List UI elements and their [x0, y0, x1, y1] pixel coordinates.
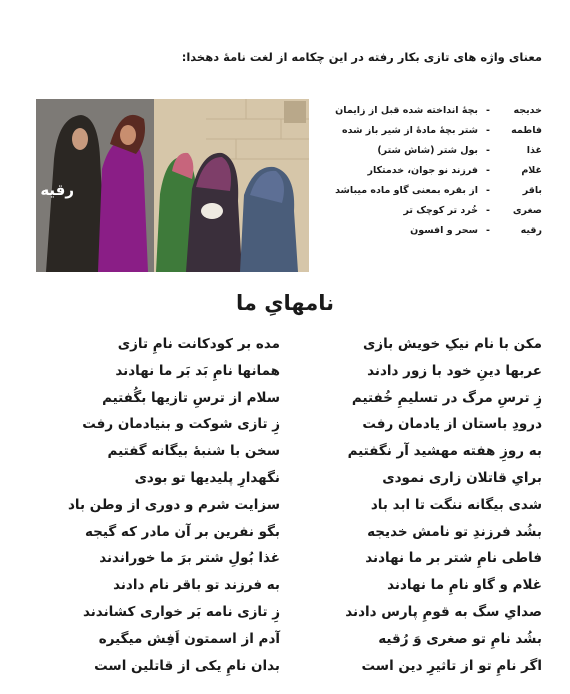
glossary-definition: بول شتر (شاش شتر)	[377, 145, 478, 156]
couplet-first-hemistich: به روزِ هفته مهشید آر نگفتیم	[347, 443, 542, 460]
glossary-definition: فرزند نو جوان، خدمتکار	[367, 165, 478, 176]
poem-couplet	[0, 411, 570, 438]
poem-couplet	[0, 358, 570, 385]
couplet-second-hemistich: زِ تازی شوکت و بنیادمان رفت	[82, 416, 280, 433]
glossary-definition: از بقره بمعنی گاو ماده میباشد	[335, 185, 478, 196]
glossary-term: صغری	[512, 205, 542, 216]
glossary-term: خدیجه	[513, 105, 542, 116]
glossary-row	[330, 161, 542, 181]
couplet-second-hemistich: نگهدارِ پلیدیها تو بودی	[134, 469, 280, 486]
couplet-first-hemistich: صدایِ سگ به قومِ پارس دادند	[345, 603, 542, 620]
couplet-second-hemistich: سخن با شنبهٔ بیگانه گفتیم	[107, 443, 280, 460]
glossary-row	[330, 221, 542, 241]
couplet-first-hemistich: اگر نامِ تو از تاثیرِ دین است	[361, 657, 542, 674]
glossary-definition: بچهٔ انداخته شده قبل از زایمان	[335, 105, 478, 116]
glossary-row	[330, 101, 542, 121]
poem-couplet	[0, 465, 570, 492]
poem-couplet	[0, 438, 570, 465]
poem-title: نامهایِ ما	[236, 291, 334, 315]
glossary-row	[330, 121, 542, 141]
tissue	[201, 203, 223, 219]
couplet-first-hemistich: غلام و گاو نامِ ما نهادند	[387, 577, 542, 594]
couplet-first-hemistich: بشُد نامِ تو صغری وَ رُقیه	[378, 630, 542, 647]
photo-caption: رقیه	[40, 181, 74, 199]
poem-couplet	[0, 492, 570, 519]
glossary-definition: خُرد تر کوچک تر	[403, 205, 478, 216]
couplet-second-hemistich: همانها نامِ بَد بَر ما نهادند	[115, 362, 280, 379]
poem-body	[0, 331, 570, 679]
glossary-list	[330, 101, 542, 241]
poem-couplet	[0, 519, 570, 546]
intro-heading: معنای واژه های تازی بکار رفته در این چکامه از لغت نامهٔ دهخدا:	[181, 50, 542, 64]
glossary-row	[330, 201, 542, 221]
poem-couplet	[0, 599, 570, 626]
glossary-dash: -	[486, 225, 490, 236]
glossary-term: رقیه	[520, 225, 542, 236]
couplet-second-hemistich: غذا بُولِ شتر برَ ما خوراندند	[99, 550, 280, 567]
couplet-second-hemistich: سلام از ترسِ تازیها بگُفتیم	[102, 389, 280, 406]
couplet-first-hemistich: زِ ترسِ مرگ در تسلیمِ خُفتیم	[351, 389, 542, 406]
wall-panel	[284, 101, 306, 123]
glossary-term: فاطمه	[511, 125, 542, 136]
couplet-first-hemistich: عربها دینِ خود با زور دادند	[367, 362, 542, 379]
poem-couplet	[0, 626, 570, 653]
glossary-dash: -	[486, 185, 490, 196]
glossary-term: غذا	[526, 145, 542, 156]
couplet-first-hemistich: درودِ باستان از یادمان رفت	[362, 416, 542, 433]
poem-couplet	[0, 545, 570, 572]
couplet-second-hemistich: مده بر کودکانت نامِ تازی	[117, 336, 280, 352]
couplet-first-hemistich: فاطی نامِ شتر بر ما نهادند	[365, 550, 542, 567]
glossary-term: باقر	[522, 185, 542, 196]
couplet-second-hemistich: بدان نامِ یکی از قاتلین است	[94, 657, 280, 674]
figure-face-2	[120, 125, 136, 145]
poem-couplet	[0, 331, 570, 358]
photo-canvas	[36, 99, 309, 272]
glossary-dash: -	[486, 165, 490, 176]
couplet-first-hemistich: بشُد فرزندِ تو نامش خدیجه	[367, 523, 542, 540]
glossary-term: غلام	[521, 165, 542, 176]
couplet-second-hemistich: سزایت شرم و دوری از وطن باد	[67, 496, 280, 513]
glossary-row	[330, 141, 542, 161]
couplet-second-hemistich: به فرزند تو باقر نام دادند	[113, 577, 280, 594]
glossary-dash: -	[486, 145, 490, 156]
glossary-dash: -	[486, 125, 490, 136]
glossary-row	[330, 181, 542, 201]
poem-couplet	[0, 572, 570, 599]
couplet-second-hemistich: بگو نفرین بر آن مادر که گیجه	[84, 523, 280, 540]
glossary-definition: سحر و افسون	[410, 225, 478, 236]
couplet-second-hemistich: زِ تازی نامه بَر خواری کشاندند	[82, 603, 280, 620]
glossary-definition: شتر بچهٔ مادهٔ از شیر باز شده	[342, 125, 478, 136]
illustration-photo	[36, 99, 309, 272]
couplet-first-hemistich: مکن با نام نیکِ خویش بازی	[362, 336, 542, 352]
couplet-first-hemistich: برایِ قاتلان زاری نمودی	[382, 469, 542, 486]
glossary-dash: -	[486, 205, 490, 216]
figure-face-1	[72, 128, 88, 150]
couplet-first-hemistich: شدی بیگانه ننگت تا ابد باد	[370, 496, 542, 513]
couplet-second-hemistich: آدم از اسمتون اَفِش میگیره	[98, 630, 280, 647]
glossary-dash: -	[486, 105, 490, 116]
poem-couplet	[0, 385, 570, 412]
poem-couplet	[0, 653, 570, 680]
